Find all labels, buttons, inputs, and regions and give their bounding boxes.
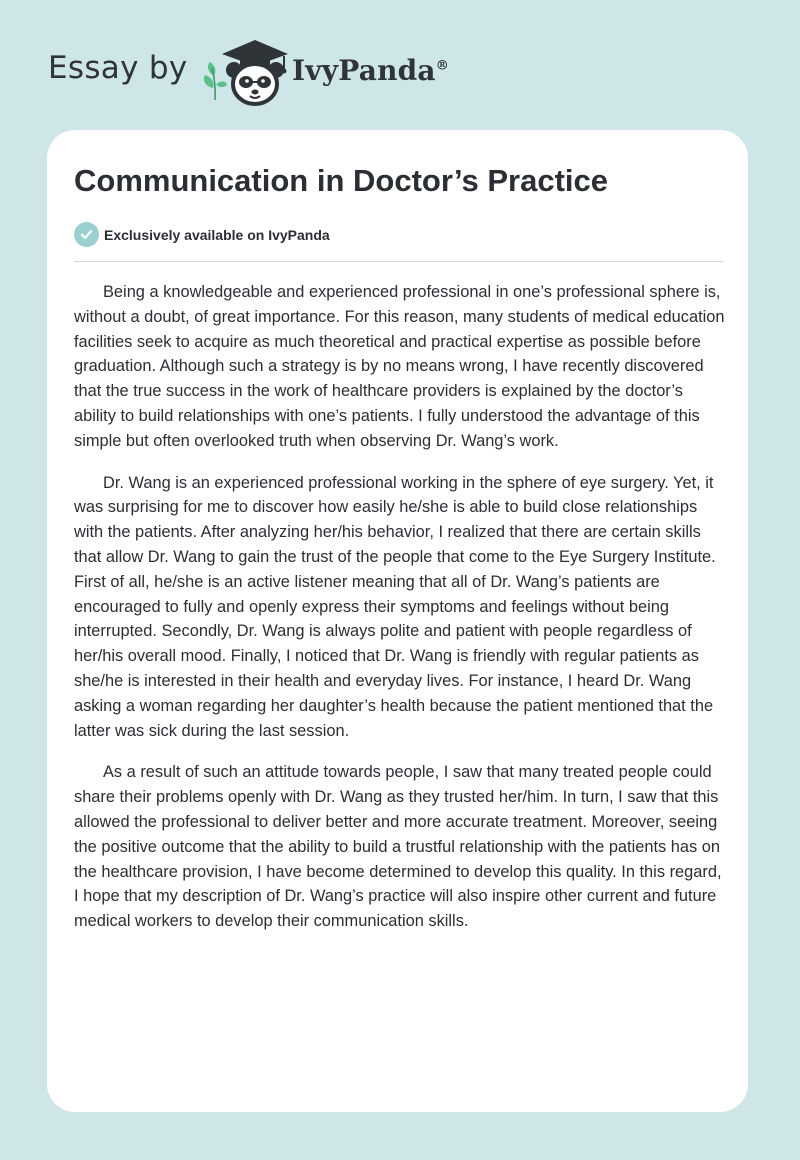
- essay-card: [47, 130, 748, 1112]
- essay-by-label: Essay by: [48, 50, 188, 86]
- divider: [74, 261, 723, 262]
- brand-name[interactable]: [292, 54, 449, 87]
- panda-graduation-cap-icon[interactable]: [200, 34, 296, 110]
- paragraph: Being a knowledgeable and experienced professional in one’s professional sphere is, without a doubt, of great importance. For this reason, many students of medical education facilities seek to acquire as much theoretical and practical expertise as possible before graduation. Although such a strategy is by no means wrong, I have recently discovered that the true success in the work of healthcare providers is explained by the doctor’s ability to build relationships with one’s patients. I fully understood the advantage of this simple but often overlooked truth when observing Dr. Wang’s work.: [74, 283, 725, 450]
- exclusive-badge-label: Exclusively available on IvyPanda: [104, 226, 330, 243]
- paragraph: As a result of such an attitude towards people, I saw that many treated people could share their problems openly with Dr. Wang as they trusted her/him. In turn, I saw that this allowed the professional to deliver better and more accurate treatment. Moreover, seeing the positive outcome that the ability to build a trustful relationship with the patients has on the healthcare provision, I have become determined to develop this quality. In this regard, I hope that my description of Dr. Wang’s practice will also inspire other current and future medical workers to develop their communication skills.: [74, 763, 722, 931]
- brand-name-text: IvyPanda: [292, 54, 436, 87]
- check-circle-icon: [74, 222, 99, 247]
- essay-body: [74, 280, 726, 951]
- registered-mark: ®: [435, 58, 449, 74]
- exclusive-badge: [74, 222, 330, 247]
- leaf-icon: [204, 62, 227, 100]
- paragraph: Dr. Wang is an experienced professional working in the sphere of eye surgery. Yet, it was surprising for me to discover how easily he/she is able to build close relationships with the patients. After analyzing her/his behavior, I realized that there are certain skills that allow Dr. Wang to gain the trust of the people that come to the Eye Surgery Institute. First of all, he/she is an active listener meaning that all of Dr. Wang’s patients are encouraged to fully and openly express their symptoms and feelings without being interrupted. Secondly, Dr. Wang is always polite and patient with people regardless of her/his overall mood. Finally, I noticed that Dr. Wang is friendly with regular patients as she/he is interested in their health and everyday lives. For instance, I heard Dr. Wang asking a woman regarding her daughter’s health because the patient mentioned that the latter was sick during the last session.: [74, 473, 716, 740]
- page-title: Communication in Doctor’s Practice: [74, 163, 608, 198]
- site-header: [48, 34, 508, 114]
